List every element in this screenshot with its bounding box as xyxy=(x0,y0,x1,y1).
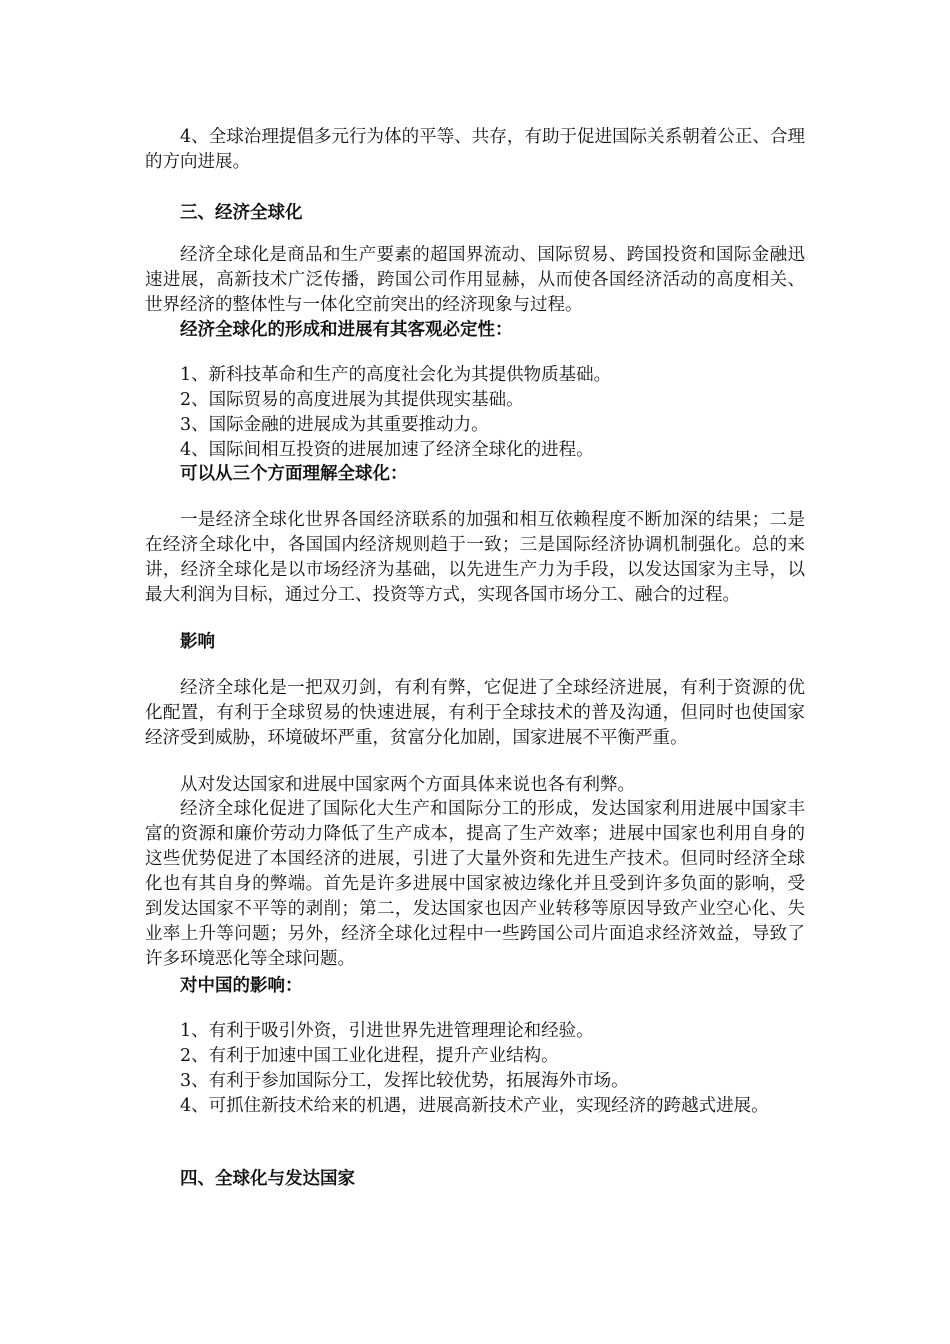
paragraph-double-edged-sword: 经济全球化是一把双刃剑，有利有弊，它促进了全球经济进展，有利于资源的优化配置，有利于全球贸易的快速进展，有利于全球技术的普及沟通，但同时也使国家经济受到威胁，环境破坏严重，贫富分化加剧，国家进展不平衡严重。 xyxy=(145,678,805,748)
list-item: 3、有利于参加国际分工，发挥比较优势，拓展海外市场。 xyxy=(180,1071,629,1091)
list-item: 3、国际金融的进展成为其重要推动力。 xyxy=(180,415,489,435)
list-item: 1、有利于吸引外资，引进世界先进管理理论和经验。 xyxy=(180,1021,594,1041)
list-item: 2、国际贸易的高度进展为其提供现实基础。 xyxy=(180,390,524,410)
subheading-formation-necessity: 经济全球化的形成和进展有其客观必定性： xyxy=(180,320,513,340)
paragraph-global-governance: 4、全球治理提倡多元行为体的平等、共存，有助于促进国际关系朝着公正、合理的方向进展。 xyxy=(145,127,805,172)
section-heading-economic-globalization: 三、经济全球化 xyxy=(180,203,303,223)
list-item: 2、有利于加速中国工业化进程，提升产业结构。 xyxy=(180,1046,559,1066)
formation-list xyxy=(145,363,805,463)
list-item: 4、可抓住新技术给来的机遇，进展高新技术产业，实现经济的跨越式进展。 xyxy=(180,1096,769,1116)
subheading-impact-on-china: 对中国的影响： xyxy=(180,976,303,996)
paragraph-pros-cons-intro: 从对发达国家和进展中国家两个方面具体来说也各有利弊。 xyxy=(180,775,635,795)
paragraph-impact-detail: 经济全球化促进了国际化大生产和国际分工的形成，发达国家利用进展中国家丰富的资源和廉价劳动力降低了生产成本，提高了生产效率；进展中国家也利用自身的这些优势促进了本国经济的进展，引进了大量外资和先进生产技术。但同时经济全球化也有其自身的弊端。首先是许多进展中国家被边缘化并且受到许多负面的影响，受到发达国家不平等的剥削；第二，发达国家也因产业转移等原因导致产业空心化、失业率上升等问题；另外，经济全球化过程中一些跨国公司片面追求经济效益，导致了许多环境恶化等全球问题。 xyxy=(145,799,805,969)
paragraph-globalization-definition: 经济全球化是商品和生产要素的超国界流动、国际贸易、跨国投资和国际金融迅速进展，高新技术广泛传播，跨国公司作用显赫，从而使各国经济活动的高度相关、世界经济的整体性与一体化空前突出的经济现象与过程。 xyxy=(145,245,805,315)
subheading-understand-globalization: 可以从三个方面理解全球化： xyxy=(180,464,408,484)
paragraph-three-aspects: 一是经济全球化世界各国经济联系的加强和相互依赖程度不断加深的结果；二是在经济全球化中，各国国内经济规则趋于一致；三是国际经济协调机制强化。总的来讲，经济全球化是以市场经济为基础，以先进生产力为手段，以发达国家为主导，以最大利润为目标，通过分工、投资等方式，实现各国市场分工、融合的过程。 xyxy=(145,510,805,605)
list-item: 1、新科技革命和生产的高度社会化为其提供物质基础。 xyxy=(180,365,612,385)
list-item: 4、国际间相互投资的进展加速了经济全球化的进程。 xyxy=(180,440,594,460)
china-impact-list xyxy=(145,1019,805,1119)
subheading-impact: 影响 xyxy=(180,632,215,652)
section-heading-globalization-developed-countries: 四、全球化与发达国家 xyxy=(180,1169,355,1189)
